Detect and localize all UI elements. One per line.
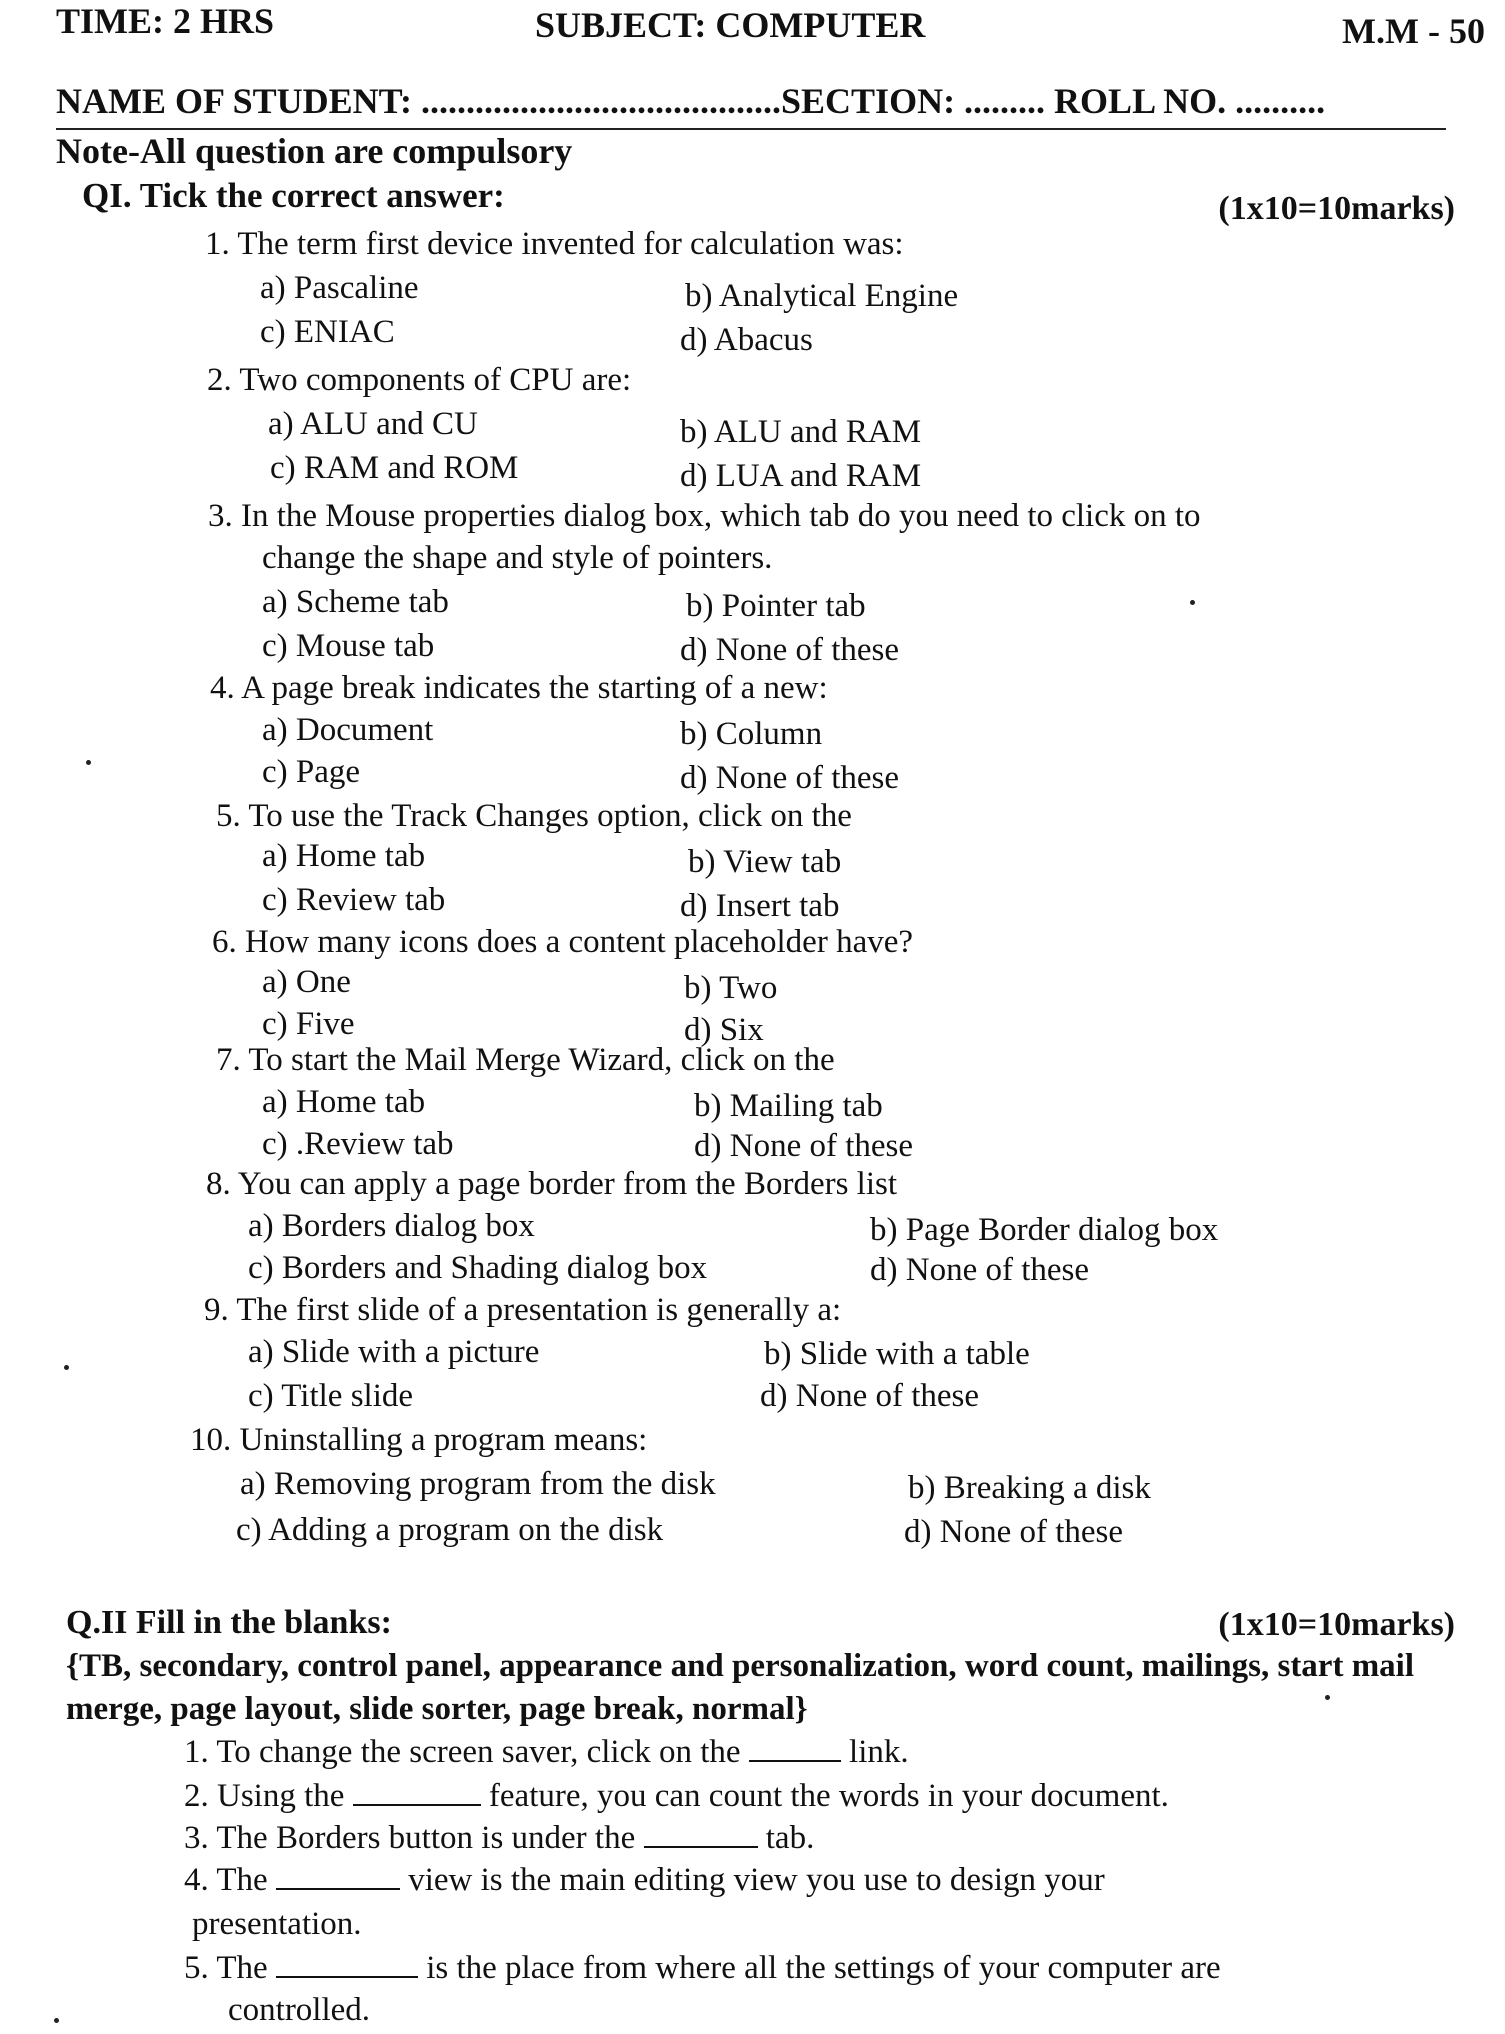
q9-option-a: a) Slide with a picture: [248, 1334, 540, 1370]
q4-option-d: d) None of these: [680, 760, 900, 796]
answer-blank-4[interactable]: [276, 1862, 400, 1890]
q1-option-a: a) Pascaline: [260, 270, 419, 306]
q5-option-c: c) Review tab: [262, 882, 446, 918]
q10-option-b: b) Breaking a disk: [908, 1470, 1151, 1506]
q4-option-b: b) Column: [680, 716, 823, 752]
q8-option-b: b) Page Border dialog box: [870, 1212, 1219, 1248]
q6-option-b: b) Two: [684, 970, 778, 1006]
q2-option-b: b) ALU and RAM: [680, 414, 922, 450]
q2-marks: (1x10=10marks): [1218, 1606, 1455, 1643]
fill-blank-3-pre: 3. The Borders button is under the: [184, 1820, 636, 1856]
exam-header: [0, 0, 1505, 60]
question-4: 4. A page break indicates the starting of a new:: [210, 670, 828, 706]
q9-option-d: d) None of these: [760, 1378, 980, 1414]
max-marks-label: M.M - 50: [1342, 11, 1485, 51]
question-1: 1. The term first device invented for calculation was:: [205, 226, 904, 262]
question-3-continued: change the shape and style of pointers.: [262, 540, 773, 576]
q5-option-d: d) Insert tab: [680, 888, 840, 924]
fill-blank-3-post: tab.: [765, 1820, 815, 1856]
question-7: 7. To start the Mail Merge Wizard, click on the: [216, 1042, 835, 1078]
scan-speck: [1190, 600, 1195, 605]
fill-blank-2: [184, 1778, 1169, 1815]
q6-option-c: c) Five: [262, 1006, 355, 1042]
q2-option-d: d) LUA and RAM: [680, 458, 922, 494]
fill-blank-5-continued: controlled.: [228, 1992, 371, 2028]
q6-option-a: a) One: [262, 964, 351, 1000]
fill-blank-4-continued: presentation.: [192, 1906, 362, 1942]
fill-blank-4-pre: 4. The: [184, 1862, 268, 1898]
q7-option-c: c) .Review tab: [262, 1126, 454, 1162]
word-bank: {TB, secondary, control panel, appearance and personalization, word count, mailings, start mail merge, page layout, slide sorter, page break, normal}: [66, 1648, 1415, 1727]
answer-blank-3[interactable]: [644, 1820, 758, 1848]
q1-marks: (1x10=10marks): [1218, 190, 1455, 227]
fill-blank-4-post: view is the main editing view you use to design your: [408, 1862, 1105, 1898]
fill-blank-2-post: feature, you can count the words in your document.: [488, 1778, 1169, 1814]
q5-option-b: b) View tab: [688, 844, 842, 880]
q10-option-c: c) Adding a program on the disk: [236, 1512, 664, 1548]
q7-option-b: b) Mailing tab: [694, 1088, 883, 1124]
q3-option-c: c) Mouse tab: [262, 628, 435, 664]
q10-option-d: d) None of these: [904, 1514, 1124, 1550]
fill-blank-2-pre: 2. Using the: [184, 1778, 345, 1814]
time-label: TIME: 2 HRS: [56, 1, 275, 41]
question-5: 5. To use the Track Changes option, click on the: [216, 798, 852, 834]
q5-option-a: a) Home tab: [262, 838, 426, 874]
q1-option-d: d) Abacus: [680, 322, 813, 358]
question-9: 9. The first slide of a presentation is generally a:: [204, 1292, 842, 1328]
subject-label: SUBJECT: COMPUTER: [535, 5, 926, 45]
q8-option-c: c) Borders and Shading dialog box: [248, 1250, 708, 1286]
question-3: 3. In the Mouse properties dialog box, which tab do you need to click on to: [208, 498, 1201, 534]
student-details-line: NAME OF STUDENT: ........................................SECTION: ......... ROLL NO. ..........: [56, 80, 1446, 130]
q9-option-c: c) Title slide: [248, 1378, 414, 1414]
q3-option-a: a) Scheme tab: [262, 584, 449, 620]
q2-title: Q.II Fill in the blanks:: [66, 1604, 392, 1641]
instruction-note: Note-All question are compulsory: [56, 131, 573, 171]
q8-option-d: d) None of these: [870, 1252, 1090, 1288]
q6-option-d: d) Six: [684, 1012, 764, 1048]
question-10: 10. Uninstalling a program means:: [190, 1422, 648, 1458]
q3-option-b: b) Pointer tab: [686, 588, 866, 624]
question-6: 6. How many icons does a content placeholder have?: [212, 924, 914, 960]
answer-blank-2[interactable]: [353, 1778, 481, 1806]
q8-option-a: a) Borders dialog box: [248, 1208, 535, 1244]
scan-speck: [86, 760, 91, 765]
question-2: 2. Two components of CPU are:: [207, 362, 632, 398]
fill-blank-3: [184, 1820, 814, 1857]
q1-option-b: b) Analytical Engine: [685, 278, 959, 314]
answer-blank-1[interactable]: [749, 1734, 841, 1762]
q1-title: QI. Tick the correct answer:: [82, 176, 505, 215]
fill-blank-4: [184, 1862, 1105, 1899]
scan-speck: [54, 2018, 59, 2023]
scan-speck: [64, 1365, 69, 1370]
fill-blank-5-post: is the place from where all the settings of your computer are: [426, 1950, 1221, 1986]
q7-option-a: a) Home tab: [262, 1084, 426, 1120]
fill-blank-1: [184, 1734, 909, 1771]
q7-option-d: d) None of these: [694, 1128, 914, 1164]
fill-blank-1-pre: 1. To change the screen saver, click on the: [184, 1734, 741, 1770]
question-8: 8. You can apply a page border from the Borders list: [206, 1166, 898, 1202]
q10-option-a: a) Removing program from the disk: [240, 1466, 716, 1502]
q2-option-c: c) RAM and ROM: [270, 450, 519, 486]
q9-option-b: b) Slide with a table: [764, 1336, 1030, 1372]
q3-option-d: d) None of these: [680, 632, 900, 668]
answer-blank-5[interactable]: [276, 1950, 418, 1978]
q4-option-a: a) Document: [262, 712, 434, 748]
fill-blank-5: [184, 1950, 1221, 1987]
fill-blank-5-pre: 5. The: [184, 1950, 268, 1986]
q1-option-c: c) ENIAC: [260, 314, 395, 350]
q2-option-a: a) ALU and CU: [268, 406, 478, 442]
fill-blank-1-post: link.: [849, 1734, 909, 1770]
q4-option-c: c) Page: [262, 754, 361, 790]
